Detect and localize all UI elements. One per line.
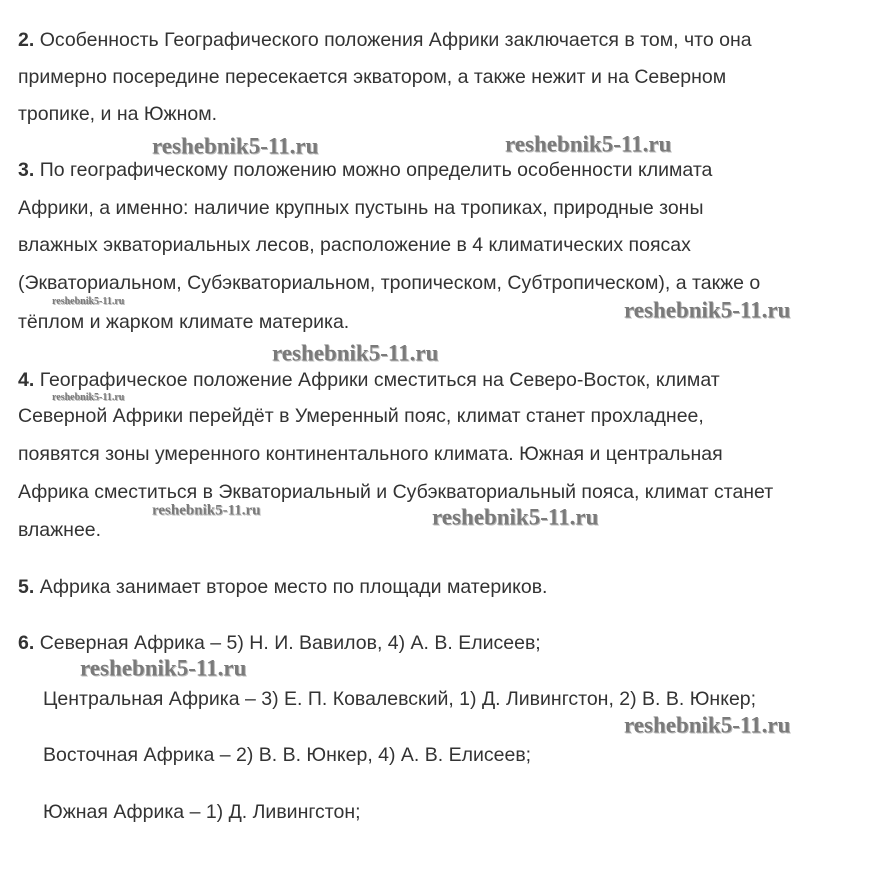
text-line xyxy=(18,369,720,391)
watermark: reshebnik5-11.ru xyxy=(152,502,261,519)
text-line xyxy=(18,159,712,181)
watermark: reshebnik5-11.ru xyxy=(272,340,439,366)
watermark: reshebnik5-11.ru xyxy=(52,296,125,307)
text-line: Северной Африки перейдёт в Умеренный пояс, климат станет прохладнее, xyxy=(18,405,704,427)
text-line: Африки, а именно: наличие крупных пустынь на тропиках, природные зоны xyxy=(18,197,704,219)
item-number: 5. xyxy=(18,576,35,598)
text-line: примерно посередине пересекается экватором, а также нежит и на Северном xyxy=(18,66,727,88)
watermark: reshebnik5-11.ru xyxy=(152,133,319,159)
text-line xyxy=(18,29,752,51)
item-number: 6. xyxy=(18,632,35,654)
text-line: Восточная Африка – 2) В. В. Юнкер, 4) А. В. Елисеев; xyxy=(43,744,532,766)
item-number: 4. xyxy=(18,369,35,391)
item-number: 3. xyxy=(18,159,35,181)
text-line xyxy=(18,632,541,654)
watermark: reshebnik5-11.ru xyxy=(432,504,599,530)
line-text: Особенность Географического положения Африки заключается в том, что она xyxy=(39,29,752,51)
text-line: влажных экваториальных лесов, расположение в 4 климатических поясах xyxy=(18,234,691,256)
line-text: Северная Африка – 5) Н. И. Вавилов, 4) А. В. Елисеев; xyxy=(39,632,541,654)
text-line: тёплом и жарком климате материка. xyxy=(18,311,350,333)
text-line xyxy=(18,576,547,598)
watermark: reshebnik5-11.ru xyxy=(80,655,247,681)
text-line: влажнее. xyxy=(18,519,102,541)
line-text: Географическое положение Африки сместиться на Северо-Восток, климат xyxy=(39,369,720,391)
watermark: reshebnik5-11.ru xyxy=(624,297,791,323)
watermark: reshebnik5-11.ru xyxy=(52,392,125,403)
item-number: 2. xyxy=(18,29,35,51)
text-line: (Экваториальном, Субэкваториальном, тропическом, Субтропическом), а также о xyxy=(18,272,761,294)
text-line: появятся зоны умеренного континентального климата. Южная и центральная xyxy=(18,443,723,465)
text-line: Южная Африка – 1) Д. Ливингстон; xyxy=(43,801,361,823)
line-text: Африка занимает второе место по площади материков. xyxy=(39,576,548,598)
line-text: По географическому положению можно определить особенности климата xyxy=(39,159,713,181)
watermark: reshebnik5-11.ru xyxy=(505,131,672,157)
text-line: Центральная Африка – 3) Е. П. Ковалевский, 1) Д. Ливингстон, 2) В. В. Юнкер; xyxy=(43,688,757,710)
text-line: Африка сместиться в Экваториальный и Субэкваториальный пояса, климат станет xyxy=(18,481,774,503)
watermark: reshebnik5-11.ru xyxy=(624,712,791,738)
text-line: тропике, и на Южном. xyxy=(18,103,218,125)
